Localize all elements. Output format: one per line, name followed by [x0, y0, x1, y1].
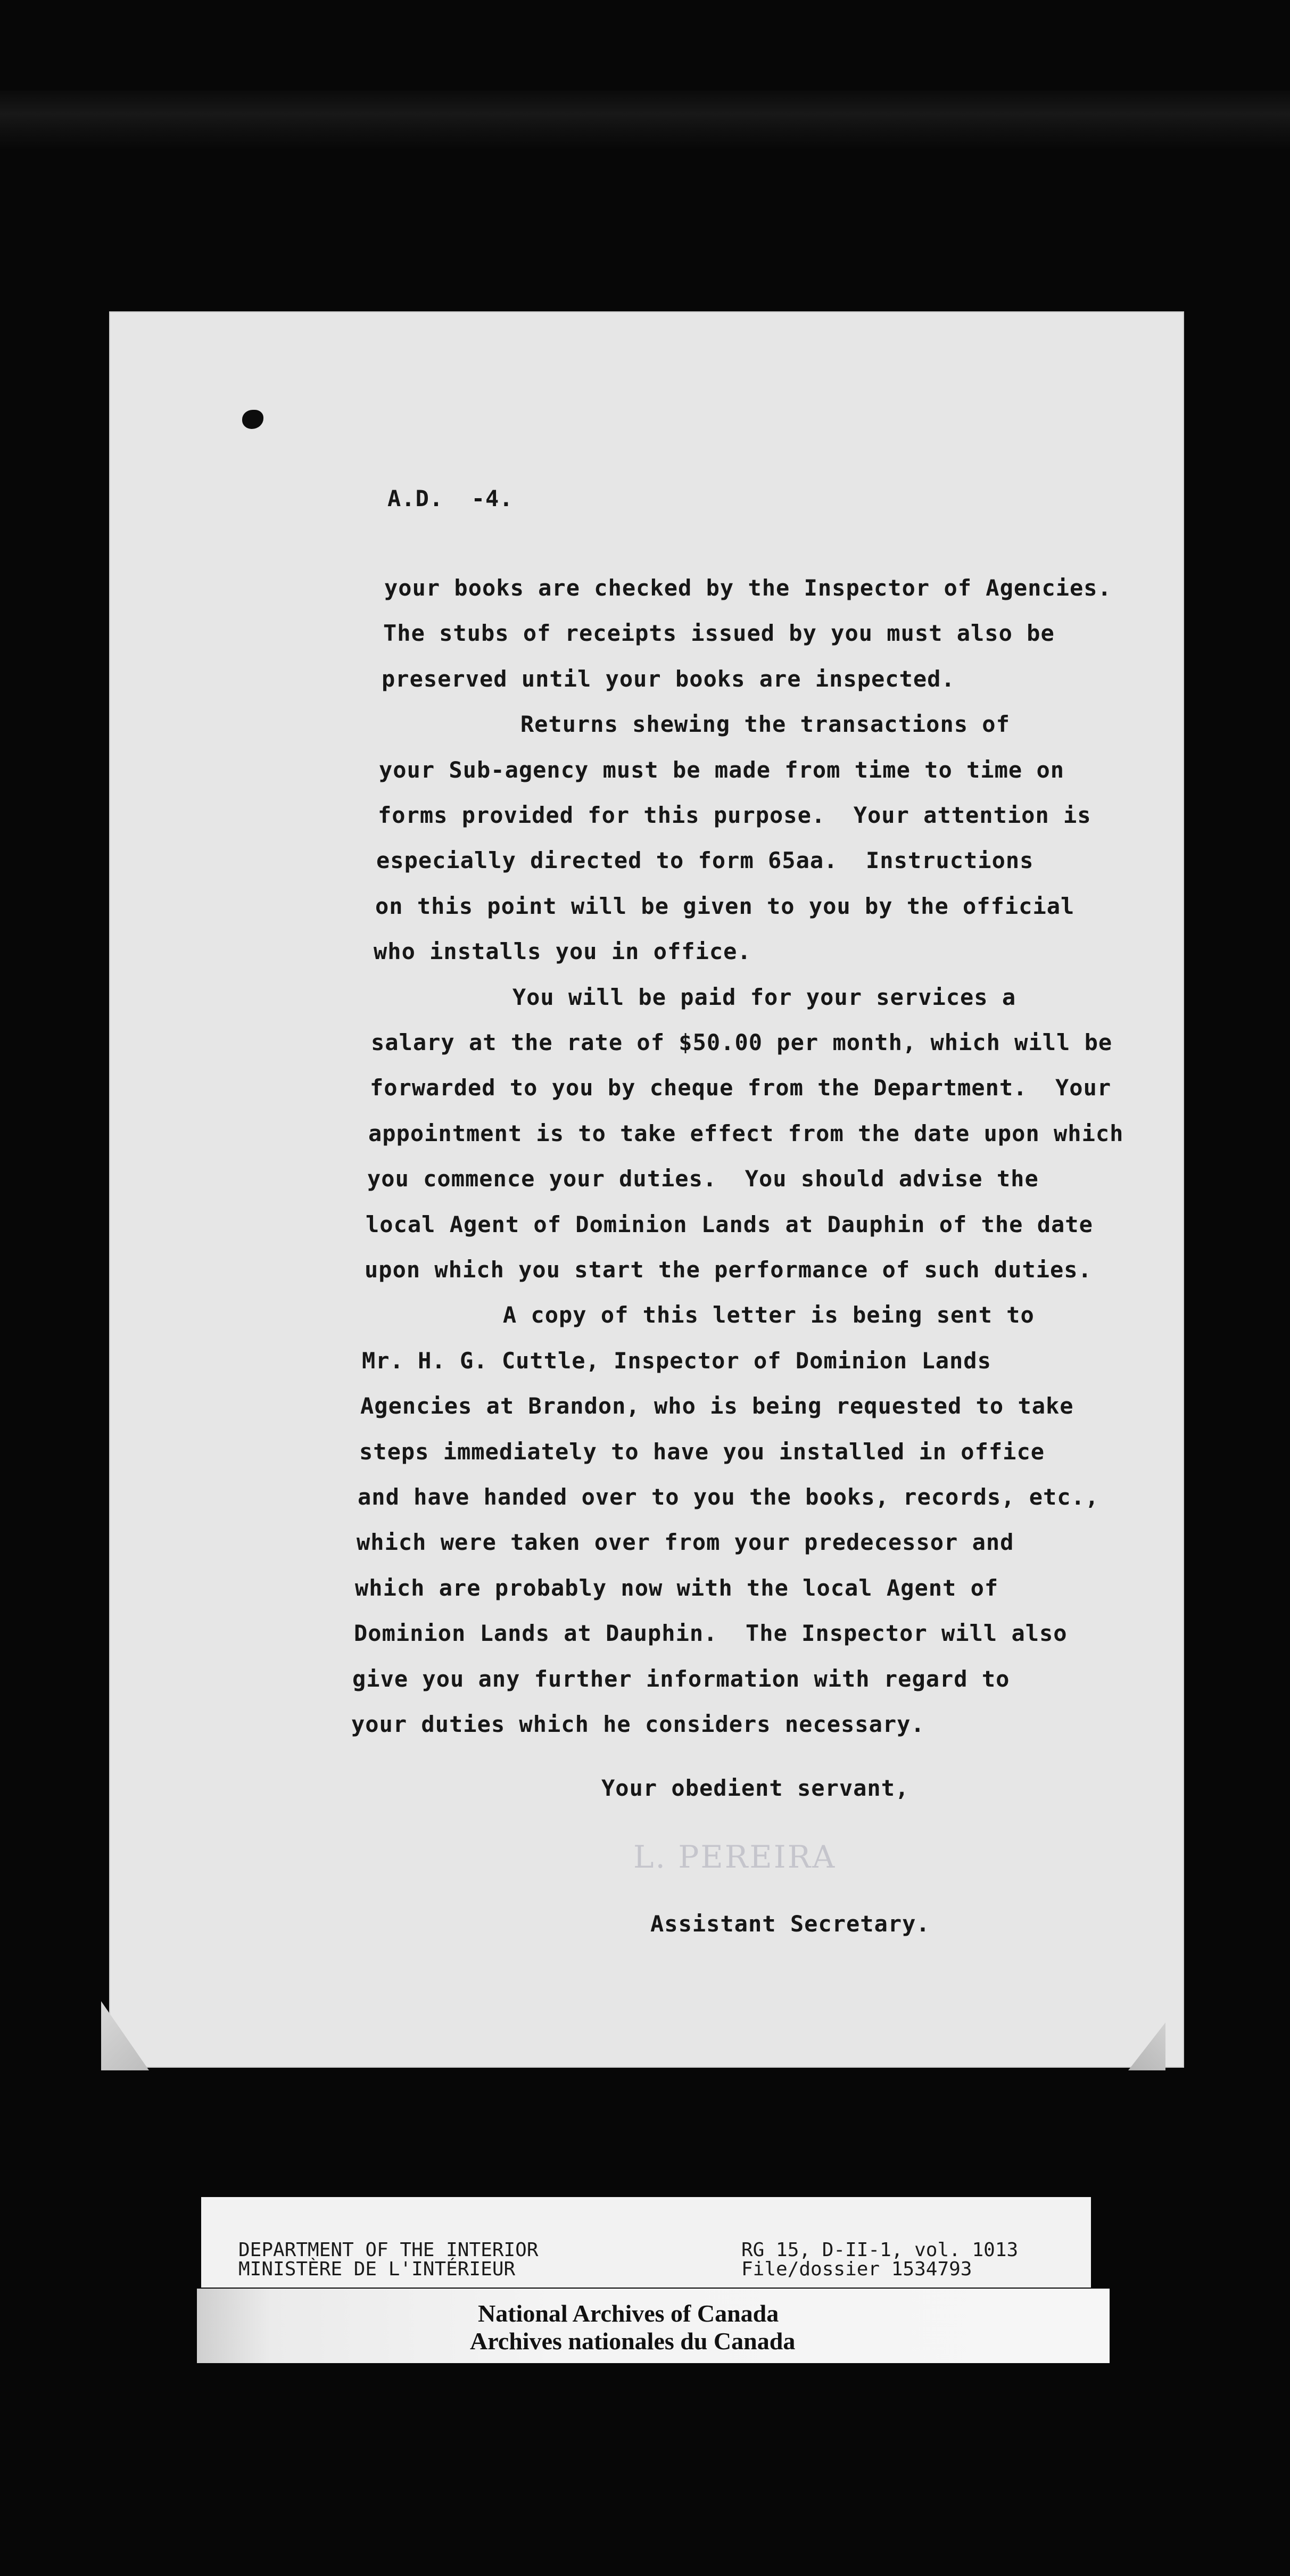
file-number: File/dossier 1534793	[741, 2258, 972, 2280]
letter-line: preserved until your books are inspected.	[382, 666, 955, 692]
archive-reference-label	[201, 2197, 1091, 2288]
letter-line: especially directed to form 65aa. Instructions	[376, 847, 1034, 873]
letter-line: local Agent of Dominion Lands at Dauphin of the date	[366, 1211, 1093, 1237]
letter-line: your Sub-agency must be made from time to time on	[379, 757, 1065, 783]
letter-line: You will be paid for your services a	[373, 984, 1016, 1010]
letter-line: upon which you start the performance of such duties.	[365, 1257, 1092, 1283]
letter-line: your books are checked by the Inspector of Agencies.	[384, 575, 1112, 601]
archives-english: National Archives of Canada	[478, 2300, 779, 2327]
letter-line: Returns shewing the transactions of	[381, 711, 1010, 737]
film-edge	[0, 90, 1290, 149]
letter-line: Mr. H. G. Cuttle, Inspector of Dominion Lands	[362, 1348, 991, 1374]
letter-line: A copy of this letter is being sent to	[363, 1302, 1035, 1328]
archives-label	[197, 2289, 1110, 2363]
closing: Your obedient servant,	[601, 1775, 909, 1801]
signatory-title: Assistant Secretary.	[650, 1911, 930, 1937]
letter-line: which were taken over from your predecessor and	[357, 1529, 1014, 1555]
letter-line: appointment is to take effect from the date upon which	[368, 1120, 1124, 1146]
letter-line: you commence your duties. You should advise the	[367, 1166, 1039, 1192]
letter-line: forms provided for this purpose. Your attention is	[378, 802, 1091, 828]
letter-line: give you any further information with regard to	[352, 1666, 1010, 1692]
letter-line: and have handed over to you the books, records, etc.,	[358, 1484, 1099, 1510]
dept-french: MINISTÈRE DE L'INTÉRIEUR	[238, 2258, 516, 2280]
letter-line: forwarded to you by cheque from the Department. Your	[370, 1075, 1112, 1101]
letter-line: steps immediately to have you installed in office	[359, 1439, 1045, 1465]
page-number: A.D. -4.	[387, 485, 514, 511]
signature-stamp: L. PEREIRA	[633, 1839, 837, 1875]
letter-line: your duties which he considers necessary.	[351, 1711, 925, 1737]
letter-line: Dominion Lands at Dauphin. The Inspector will also	[354, 1620, 1068, 1646]
letter-line: The stubs of receipts issued by you must also be	[383, 620, 1055, 646]
letter-line: Agencies at Brandon, who is being requested to take	[360, 1393, 1074, 1419]
letter-line: salary at the rate of $50.00 per month, which will be	[371, 1029, 1113, 1055]
dept-english: DEPARTMENT OF THE INTERIOR	[238, 2239, 539, 2261]
letter-line: on this point will be given to you by the official	[375, 893, 1075, 919]
letter-line: who installs you in office.	[374, 938, 751, 964]
letter-line: which are probably now with the local Agent of	[355, 1575, 999, 1601]
record-group: RG 15, D-II-1, vol. 1013	[741, 2239, 1019, 2261]
archives-french: Archives nationales du Canada	[470, 2327, 796, 2355]
